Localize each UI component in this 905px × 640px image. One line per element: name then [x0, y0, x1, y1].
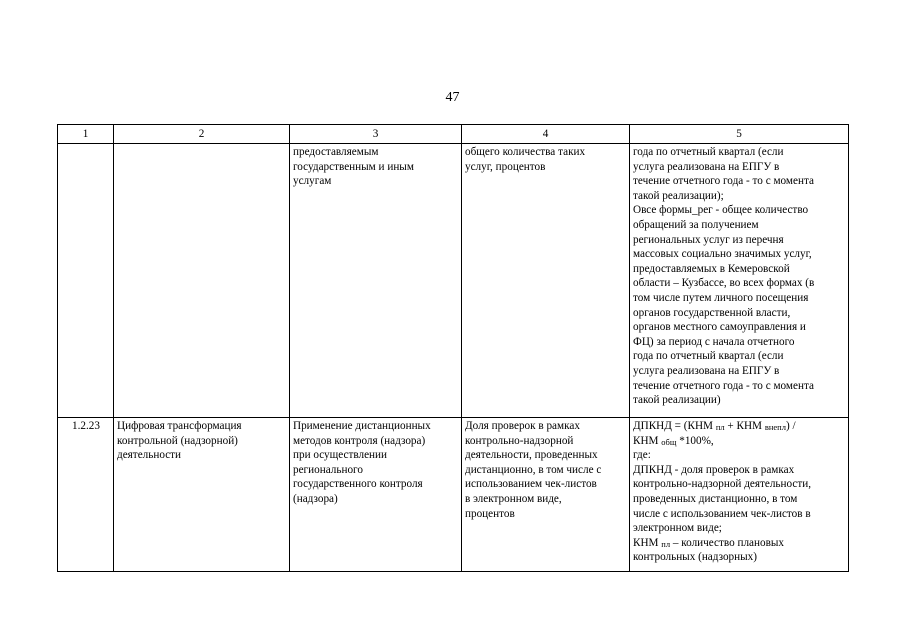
table-row — [58, 418, 849, 572]
row2-formula-cell: ДПКНД = (КНМ $_{пл}$ + КНМ $_{внепл}$) / КНМ $_{общ}$ *100%, где: ДПКНД - доля проверок в рамках контрольно-надзорной деятельности, проведенных дистанционно, в том числе с использованием чек-листов в электронном виде; КНМ $_{пл}$ – количество плановых контрольных (надзорных) — [630, 418, 849, 572]
row2-indicator-cell: Доля проверок в рамках контрольно-надзорной деятельности, проведенных дистанционно, в том числе с использованием чек-листов в электронном виде, процентов — [462, 418, 630, 572]
row1-measure-cell: предоставляемым государственным и иным услугам — [290, 144, 462, 418]
page-number: 47 — [445, 90, 460, 105]
formula-line: ДПКНД = (КНМ $_{пл}$ + КНМ $_{внепл}$) / — [633, 420, 796, 432]
indicator-table — [57, 124, 849, 572]
formula-line: КНМ $_{общ}$ *100%, — [633, 434, 714, 447]
row1-name-cell — [114, 144, 290, 418]
row2-measure-cell: Применение дистанционных методов контроля (надзора) при осуществлении регионального государственного контроля (надзора) — [290, 418, 462, 572]
row1-number-cell — [58, 144, 114, 418]
table-header-row — [58, 125, 849, 144]
column-header-2: 2 — [114, 125, 290, 144]
table-row — [58, 144, 849, 418]
column-header-5: 5 — [630, 125, 849, 144]
row2-name-cell: Цифровая трансформация контрольной (надзорной) деятельности — [114, 418, 290, 572]
formula-line: КНМ $_{пл}$ – количество плановых — [633, 536, 784, 549]
row1-indicator-cell: общего количества таких услуг, процентов — [462, 144, 630, 418]
column-header-1: 1 — [58, 125, 114, 144]
column-header-4: 4 — [462, 125, 630, 144]
row2-number-cell: 1.2.23 — [58, 418, 114, 572]
row1-formula-cell: года по отчетный квартал (если услуга реализована на ЕПГУ в течение отчетного года - то с момента такой реализации); Овсе формы_рег - общее количество обращений за получением региональных услуг из перечня массовых социально значимых услуг, предоставляемых в Кемеровской области – Кузбассе, во всех формах (в том числе путем личного посещения органов государственной власти, органов местного самоуправления и ФЦ) за период с начала отчетного года по отчетный квартал (если услуга реализована на ЕПГУ в течение отчетного года - то с момента такой реализации) — [630, 144, 849, 418]
column-header-3: 3 — [290, 125, 462, 144]
